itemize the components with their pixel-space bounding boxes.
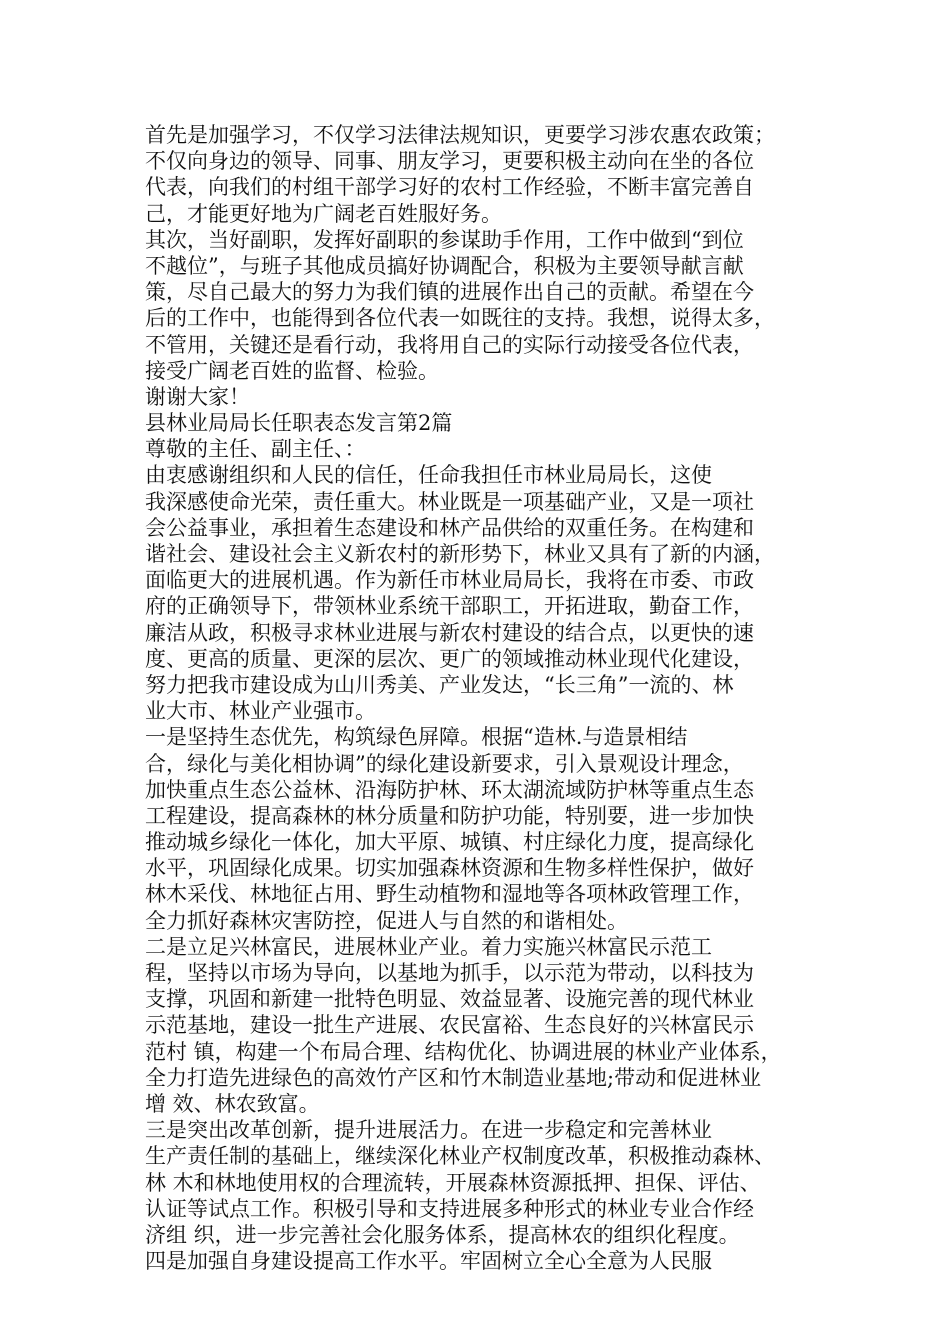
text-line: 济组 织，进一步完善社会化服务体系，提高林农的组织化程度。: [145, 1222, 740, 1247]
text-line: 推动城乡绿化一体化，加大平原、城镇、村庄绿化力度，提高绿化: [145, 830, 754, 855]
text-line: 林木采伐、林地征占用、野生动植物和湿地等各项林政管理工作，: [145, 882, 754, 907]
text-line: 己，才能更好地为广阔老百姓服好务。: [145, 201, 502, 226]
text-line: 林 木和林地使用权的合理流转，开展森林资源抵押、担保、评估、: [145, 1170, 761, 1195]
text-line: 会公益事业，承担着生态建设和林产品供给的双重任务。在构建和: [145, 515, 754, 540]
salutation: 尊敬的主任、副主任、：: [145, 437, 366, 462]
text-line: 度、更高的质量、更深的层次、更广的领域推动林业现代化建设，: [145, 646, 754, 671]
text-line: 面临更大的进展机遇。作为新任市林业局局长，我将在市委、市政: [145, 568, 754, 593]
text-line: 不仅向身边的领导、同事、朋友学习，更要积极主动向在坐的各位: [145, 149, 754, 174]
text-line: 首先是加强学习，不仅学习法律法规知识，更要学习涉农惠农政策；: [145, 123, 775, 147]
text-line: 由衷感谢组织和人民的信任，任命我担任市林业局局长，这使: [145, 463, 712, 488]
text-line: 全力抓好森林灾害防控，促进人与自然的和谐相处。: [145, 908, 628, 933]
text-line: 全力打造先进绿色的高效竹产区和竹木制造业基地;带动和促进林业: [145, 1065, 762, 1090]
section-heading: 县林业局局长任职表态发言第2篇: [145, 411, 453, 436]
text-line: 策，尽自己最大的努力为我们镇的进展作出自己的贡献。希望在今: [145, 280, 754, 305]
text-line: 加快重点生态公益林、沿海防护林、环太湖流域防护林等重点生态: [145, 777, 754, 802]
text-line: 示范基地，建设一批生产进展、农民富裕、生态良好的兴林富民示: [145, 1013, 754, 1038]
text-line: 廉洁从政，积极寻求林业进展与新农村建设的结合点，以更快的速: [145, 620, 754, 645]
text-line: 接受广阔老百姓的监督、检验。: [145, 358, 439, 383]
document-body: [145, 122, 820, 1274]
text-line: 谢谢大家！: [145, 384, 250, 409]
text-line: 工程建设，提高森林的林分质量和防护功能，特别要，进一步加快: [145, 803, 754, 828]
text-line: 一是坚持生态优先，构筑绿色屏障。根据“造林.与造景相结: [145, 725, 688, 750]
text-line: 水平，巩固绿化成果。切实加强森林资源和生物多样性保护，做好: [145, 856, 754, 881]
text-line: 府的正确领导下，带领林业系统干部职工，开拓进取，勤奋工作，: [145, 594, 754, 619]
text-line: 谐社会、建设社会主义新农村的新形势下，林业又具有了新的内涵，: [145, 542, 775, 566]
text-line: 不越位”，与班子其他成员搞好协调配合，积极为主要领导献言献: [145, 253, 744, 278]
text-line: 增 效、林农致富。: [145, 1091, 320, 1116]
text-line: 业大市、林业产业强市。: [145, 699, 376, 724]
text-line: 后的工作中，也能得到各位代表一如既往的支持。我想，说得太多，: [145, 306, 775, 331]
text-line: 努力把我市建设成为山川秀美、产业发达，“长三角”一流的、林: [145, 672, 734, 697]
text-line: 代表，向我们的村组干部学习好的农村工作经验，不断丰富完善自: [145, 175, 754, 200]
text-line: 生产责任制的基础上，继续深化林业产权制度改革，积极推动森林、: [145, 1144, 775, 1169]
text-line: 范村 镇，构建一个布局合理、结构优化、协调进展的林业产业体系，: [145, 1039, 782, 1064]
text-line: 二是立足兴林富民，进展林业产业。着力实施兴林富民示范工: [145, 934, 712, 959]
text-line: 三是突出改革创新，提升进展活力。在进一步稳定和完善林业: [145, 1118, 712, 1143]
text-line: 四是加强自身建设提高工作水平。牢固树立全心全意为人民服: [145, 1249, 712, 1274]
text-line: 合，绿化与美化相协调”的绿化建设新要求，引入景观设计理念，: [145, 751, 744, 776]
text-line: 程，坚持以市场为导向，以基地为抓手，以示范为带动，以科技为: [145, 961, 754, 985]
text-line: 不管用，关键还是看行动，我将用自己的实际行动接受各位代表，: [145, 332, 754, 357]
text-line: 支撑，巩固和新建一批特色明显、效益显著、设施完善的现代林业: [145, 987, 754, 1012]
text-line: 其次，当好副职，发挥好副职的参谋助手作用，工作中做到“到位: [145, 227, 744, 252]
text-line: 认证等试点工作。积极引导和支持进展多种形式的林业专业合作经: [145, 1196, 754, 1221]
text-line: 我深感使命光荣，责任重大。林业既是一项基础产业，又是一项社: [145, 489, 754, 514]
